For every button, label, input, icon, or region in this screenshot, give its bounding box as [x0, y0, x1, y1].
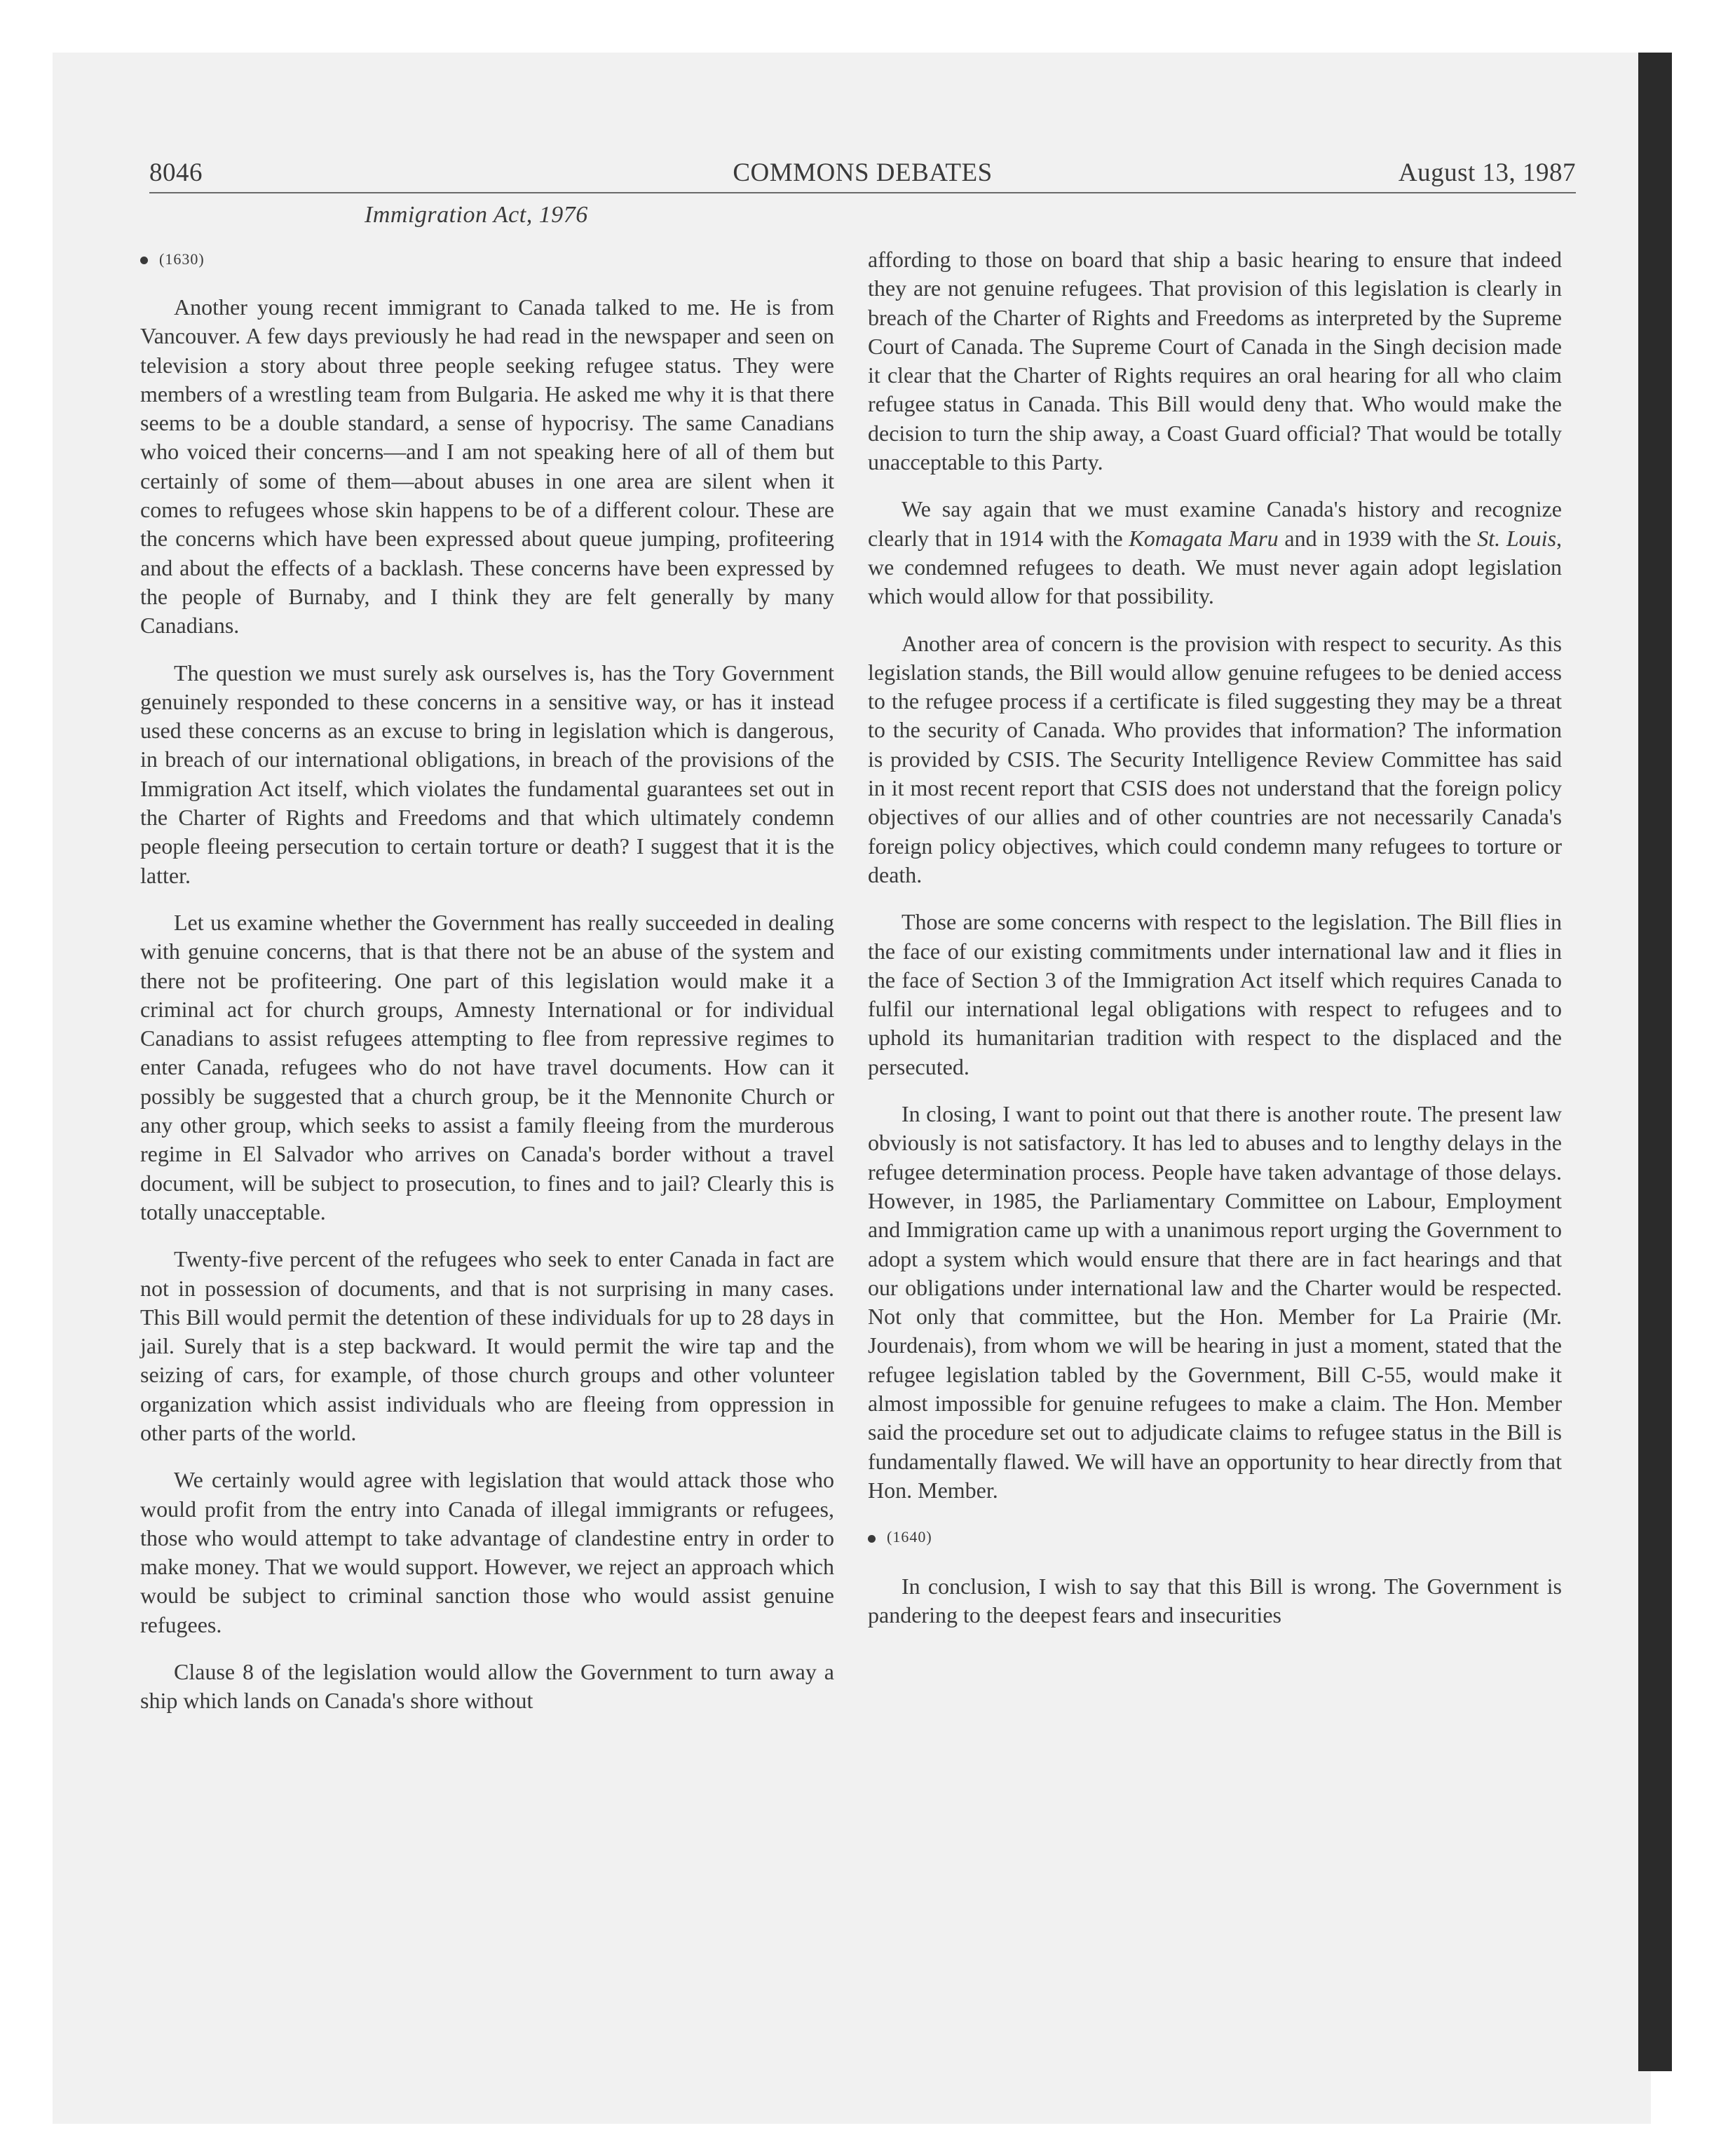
- right-column: [868, 245, 1562, 1649]
- time-marker: [140, 245, 834, 273]
- paragraph-continuation: affording to those on board that ship a basic hearing to ensure that indeed they are not genuine refugees. That provision of this legislation is clearly in breach of the Charter of Rights and Freedoms as interpreted by the Supreme Court of Canada. The Supreme Court of Canada in the Singh decision made it clear that the Charter of Rights requires an oral hearing for all who claim refugee status in Canada. This Bill would deny that. Who would make the decision to turn the ship away, a Coast Guard official? That would be totally unacceptable to this Party.: [868, 247, 1562, 475]
- paragraph: [868, 495, 1562, 610]
- paragraph: Twenty-five percent of the refugees who seek to enter Canada in fact are not in possession of documents, and that is not surprising in many cases. This Bill would permit the detention of these individuals for up to 28 days in jail. Surely that is a step backward. It would permit the wire tap and the seizing of cars, for example, of those church groups and other volunteer organization which assist individuals who are fleeing from oppression in other parts of the world.: [140, 1246, 834, 1445]
- section-subheading: Immigration Act, 1976: [365, 202, 588, 228]
- paragraph-text: We say again that we must examine Canada's history and recognize clearly that in 1914 with the: [868, 496, 1562, 551]
- paragraph: Another young recent immigrant to Canada talked to me. He is from Vancouver. A few days previously he had read in the newspaper and seen on television a story about three people seeking refugee status. They were members of a wrestling team from Bulgaria. He asked me why it is that there seems to be a double standard, a sense of hypocrisy. The same Canadians who voiced their concerns—and I am not speaking here of all of them but certainly of some of them—about abuses in one area are silent when it comes to refugees whose skin happens to be of a different colour. These are the concerns which have been expressed about queue jumping, profiteering and about the effects of a backlash. These concerns have been expressed by the people of Burnaby, and I think they are felt generally by many Canadians.: [140, 294, 834, 639]
- ship-name: St. Louis: [1477, 525, 1557, 551]
- bullet-icon: [868, 1535, 876, 1543]
- page-header: [149, 149, 1576, 193]
- time-marker-text: (1630): [159, 250, 205, 268]
- paragraph-text: , we condemned refugees to death. We must never again adopt legislation which would allow for that possibility.: [868, 525, 1563, 609]
- paragraph: In closing, I want to point out that there is another route. The present law obviously is not satisfactory. It has led to abuses and to lengthy delays in the refugee determination process. People have taken advantage of those delays. However, in 1985, the Parliamentary Committee on Labour, Employment and Immigration came up with a unanimous report urging the Government to adopt a system which would ensure that there are in fact hearings and that our obligations under international law and the Charter would be respected. Not only that committee, but the Hon. Member for La Prairie (Mr. Jourdenais), from whom we will be hearing in just a moment, stated that the refugee legislation tabled by the Government, Bill C-55, would make it almost impossible for genuine refugees to make a claim. The Hon. Member said the procedure set out to adjudicate claims to refugee status in the Bill is fundamentally flawed. We will have an opportunity to hear directly from that Hon. Member.: [868, 1101, 1562, 1503]
- paragraph-text: and in 1939 with the: [1278, 525, 1478, 551]
- paragraph: Another area of concern is the provision with respect to security. As this legislation stands, the Bill would allow genuine refugees to be denied access to the refugee process if a certificate is filed suggesting they may be a threat to the security of Canada. Who provides that information? The information is provided by CSIS. The Security Intelligence Review Committee has said in it most recent report that CSIS does not understand that the foreign policy objectives of our allies and of other countries are not necessarily Canada's foreign policy objectives, which could condemn many refugees to torture or death.: [868, 630, 1562, 887]
- time-marker: [868, 1523, 1562, 1551]
- bullet-icon: [140, 257, 148, 264]
- left-column: [140, 245, 834, 1734]
- paragraph: Let us examine whether the Government has really succeeded in dealing with genuine concerns, that is that there not be an abuse of the system and there not be profiteering. One part of this legislation would make it a criminal act for church groups, Amnesty International or for individual Canadians to assist refugees attempting to flee from repressive regimes to enter Canada, refugees who do not have travel documents. How can it possibly be suggested that a church group, be it the Mennonite Church or any other group, which seeks to assist a family fleeing from the murderous regime in El Salvador who arrives on Canada's border without a travel document, will be subject to prosecution, to fines and to jail? Clearly this is totally unacceptable.: [140, 909, 834, 1224]
- ship-name: Komagata Maru: [1129, 525, 1279, 551]
- paragraph: Clause 8 of the legislation would allow the Government to turn away a ship which lands on Canada's shore without: [140, 1659, 834, 1714]
- paragraph: Those are some concerns with respect to the legislation. The Bill flies in the face of our existing commitments under international law and it flies in the face of Section 3 of the Immigration Act itself which requires Canada to fulfil our international legal obligations with respect to refugees and to uphold its humanitarian tradition with respect to the displaced and the persecuted.: [868, 909, 1562, 1079]
- publication-date: August 13, 1987: [1398, 158, 1576, 187]
- paragraph: We certainly would agree with legislation that would attack those who would profit from the entry into Canada of illegal immigrants or refugees, those who would attempt to take advantage of clandestine entry in order to make money. That we would support. However, we reject an approach which would be subject to criminal sanction those who would assist genuine refugees.: [140, 1467, 834, 1637]
- paragraph: In conclusion, I wish to say that this Bill is wrong. The Government is pandering to the deepest fears and insecurities: [868, 1574, 1562, 1628]
- page-number: 8046: [149, 158, 203, 187]
- scan-edge-strip: [1638, 53, 1672, 2071]
- paragraph: The question we must surely ask ourselves is, has the Tory Government genuinely responded to these concerns in a sensitive way, or has it instead used these concerns as an excuse to bring in legislation which is dangerous, in breach of our international obligations, in breach of the provisions of the Immigration Act itself, which violates the fundamental guarantees set out in the Charter of Rights and Freedoms and that which ultimately condemn people fleeing persecution to certain torture or death? I suggest that it is the latter.: [140, 660, 834, 888]
- time-marker-text: (1640): [887, 1528, 932, 1546]
- publication-title: COMMONS DEBATES: [733, 158, 993, 187]
